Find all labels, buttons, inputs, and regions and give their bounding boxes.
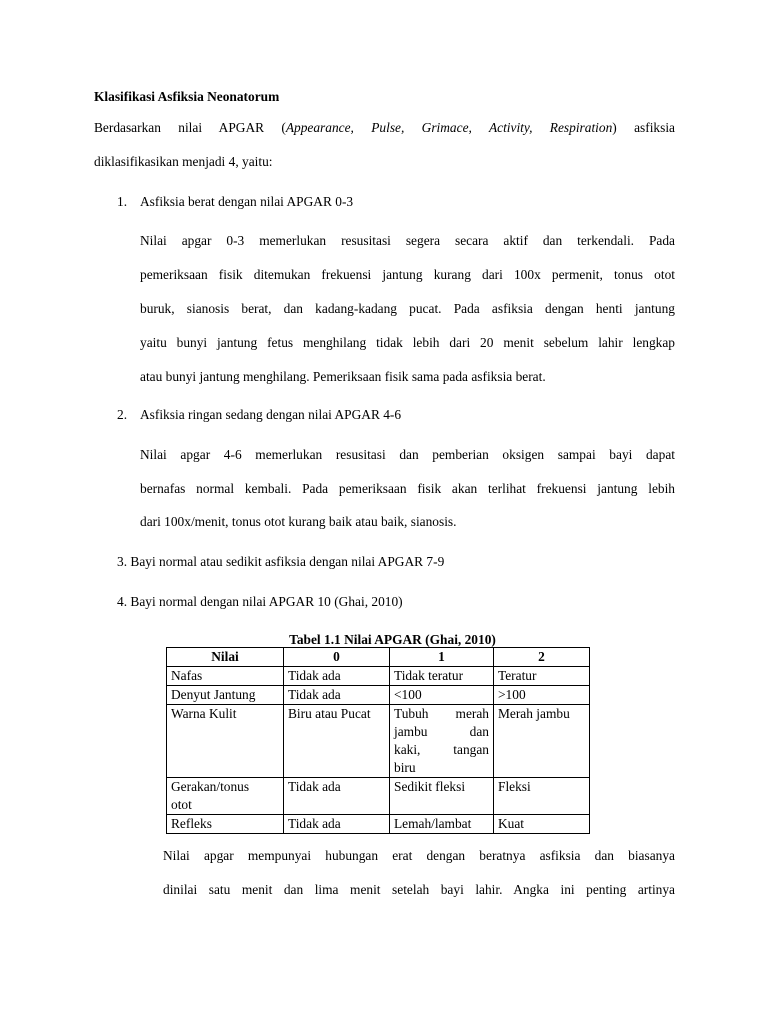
table-cell: >100 [494,686,590,705]
table-cell: Tidak ada [284,778,390,815]
cell-line: Tubuh merah [394,706,489,721]
item-1-number: 1. [117,194,128,209]
table-header-cell: Nilai [167,648,284,667]
closing-line: dinilai satu menit dan lima menit setelah bayi lahir. Angka ini penting artinya [163,882,675,897]
table-header-cell: 1 [390,648,494,667]
table-header-cell: 0 [284,648,390,667]
intro-suffix: ) asfiksia [612,120,675,135]
table-cell: Sedikit fleksi [390,778,494,815]
table-cell: <100 [390,686,494,705]
table-cell: Tidak ada [284,667,390,686]
table-cell: Fleksi [494,778,590,815]
table-cell: Lemah/lambat [390,815,494,834]
table-cell: Biru atau Pucat [284,705,390,778]
table-cell: Tidak teratur [390,667,494,686]
table-cell: Tidak ada [284,815,390,834]
table-cell: Teratur [494,667,590,686]
intro-line-2: diklasifikasikan menjadi 4, yaitu: [94,154,273,169]
item-2-number: 2. [117,407,128,422]
cell-line: Gerakan/tonus [171,779,250,794]
item-1-line: yaitu bunyi jantung fetus menghilang tidak lebih dari 20 menit sebelum lahir lengkap [140,335,675,350]
table-cell: Merah jambu [494,705,590,778]
table-cell: Kuat [494,815,590,834]
item-1-heading: Asfiksia berat dengan nilai APGAR 0-3 [140,194,354,209]
item-2-line: bernafas normal kembali. Pada pemeriksaan fisik akan terlihat frekuensi jantung lebih [140,481,675,496]
table-caption: Tabel 1.1 Nilai APGAR (Ghai, 2010) [289,632,496,647]
table-row [167,686,590,705]
cell-line: otot [171,797,192,812]
cell-line: biru [394,760,416,775]
item-1-line: atau bunyi jantung menghilang. Pemeriksaan fisik sama pada asfiksia berat. [140,369,546,384]
table-cell: Refleks [167,815,284,834]
section-title: Klasifikasi Asfiksia Neonatorum [94,89,280,104]
cell-line: kaki, tangan [394,742,489,757]
table-cell [167,778,284,815]
intro-prefix: Berdasarkan nilai APGAR ( [94,120,286,135]
item-4: 4. Bayi normal dengan nilai APGAR 10 (Ghai, 2010) [117,594,403,609]
item-2-heading: Asfiksia ringan sedang dengan nilai APGAR 4-6 [140,407,402,422]
table-cell: Nafas [167,667,284,686]
table-row [167,778,590,815]
table-cell: Denyut Jantung [167,686,284,705]
table-row [167,705,590,778]
item-2-line: dari 100x/menit, tonus otot kurang baik atau baik, sianosis. [140,514,457,529]
table-cell: Tidak ada [284,686,390,705]
table-row [167,815,590,834]
table-header-row [167,648,590,667]
apgar-table [166,647,590,834]
item-1-line: pemeriksaan fisik ditemukan frekuensi jantung kurang dari 100x permenit, tonus otot [140,267,675,282]
intro-italic: Appearance, Pulse, Grimace, Activity, Respiration [285,120,613,135]
intro-line-1 [94,119,675,136]
closing-line: Nilai apgar mempunyai hubungan erat dengan beratnya asfiksia dan biasanya [163,848,675,863]
table-cell: Warna Kulit [167,705,284,778]
item-3: 3. Bayi normal atau sedikit asfiksia dengan nilai APGAR 7-9 [117,554,445,569]
item-2-line: Nilai apgar 4-6 memerlukan resusitasi dan pemberian oksigen sampai bayi dapat [140,447,675,462]
table-header-cell: 2 [494,648,590,667]
table-cell [390,705,494,778]
cell-line: jambu dan [394,724,489,739]
item-1-line: buruk, sianosis berat, dan kadang-kadang pucat. Pada asfiksia dengan henti jantung [140,301,675,316]
table-row [167,667,590,686]
item-1-line: Nilai apgar 0-3 memerlukan resusitasi segera secara aktif dan terkendali. Pada [140,233,675,248]
